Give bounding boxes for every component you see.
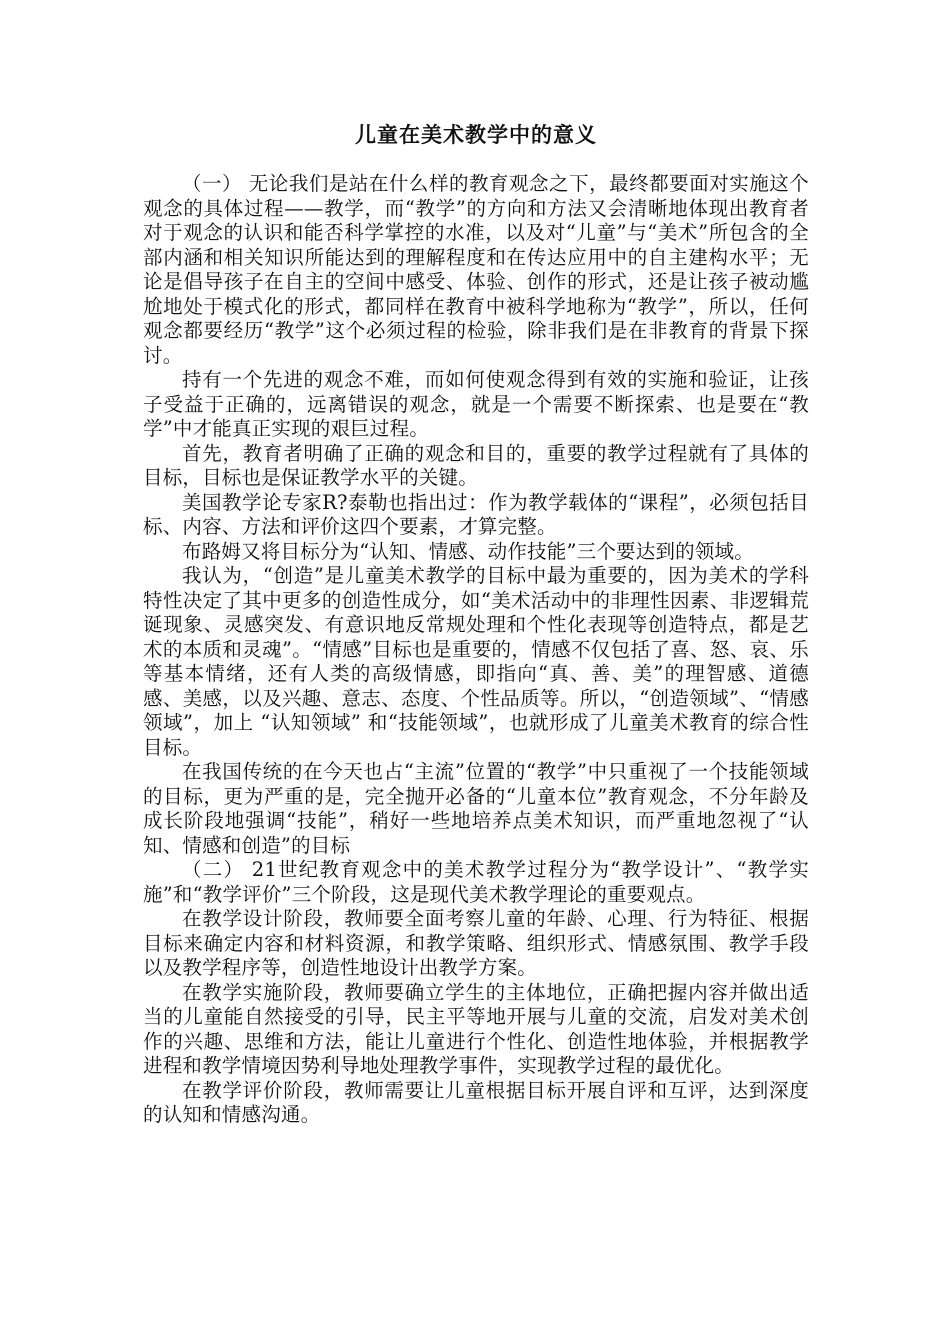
paragraph-2: 持有一个先进的观念不难，而如何使观念得到有效的实施和验证，让孩子受益于正确的，远离错误的观念，就是一个需要不断探索、也是要在“教学”中才能真正实现的艰巨过程。 bbox=[143, 368, 809, 440]
paragraph-9: 在教学设计阶段，教师要全面考察儿童的年龄、心理、行为特征、根据目标来确定内容和材料资源，和教学策略、组织形式、情感氛围、教学手段以及教学程序等，创造性地设计出教学方案。 bbox=[143, 907, 809, 979]
paragraph-5: 布路姆又将目标分为“认知、情感、动作技能”三个要达到的领域。 bbox=[182, 539, 754, 563]
paragraph-8: （二） 21世纪教育观念中的美术教学过程分为“教学设计”、“教学实施”和“教学评价”三个阶段，这是现代美术教学理论的重要观点。 bbox=[143, 858, 809, 906]
paragraph-3: 首先，教育者明确了正确的观念和目的，重要的教学过程就有了具体的目标，目标也是保证教学水平的关键。 bbox=[143, 441, 809, 489]
paragraph-10: 在教学实施阶段，教师要确立学生的主体地位，正确把握内容并做出适当的儿童能自然接受的引导，民主平等地开展与儿童的交流，启发对美术创作的兴趣、思维和方法，能让儿童进行个性化、创造性地体验，并根据教学进程和教学情境因势利导地处理教学事件，实现教学过程的最优化。 bbox=[143, 980, 809, 1077]
paragraph-4: 美国教学论专家R?泰勒也指出过：作为教学载体的“课程”，必须包括目标、内容、方法和评价这四个要素，才算完整。 bbox=[143, 490, 809, 538]
document-page bbox=[143, 120, 809, 1128]
paragraph-6: 我认为，“创造”是儿童美术教学的目标中最为重要的，因为美术的学科特性决定了其中更多的创造性成分，如“美术活动中的非理性因素、非逻辑荒诞现象、灵感突发、有意识地反常规处理和个性化表现等创造特点，都是艺术的本质和灵魂”。“情感”目标也是重要的，情感不仅包括了喜、怒、哀、乐等基本情绪，还有人类的高级情感，即指向“真、善、美”的理智感、道德感、美感，以及兴趣、意志、态度、个性品质等。所以，“创造领域”、“情感领域”，加上 “认知领域” 和“技能领域”，也就形成了儿童美术教育的综合性目标。 bbox=[143, 564, 809, 759]
document-title: 儿童在美术教学中的意义 bbox=[355, 123, 597, 147]
paragraph-11: 在教学评价阶段，教师需要让儿童根据目标开展自评和互评，达到深度的认知和情感沟通。 bbox=[143, 1078, 809, 1126]
paragraph-1: （一） 无论我们是站在什么样的教育观念之下，最终都要面对实施这个观念的具体过程——教学，而“教学”的方向和方法又会清晰地体现出教育者对于观念的认识和能否科学掌控的水准，以及对“儿童”与“美术”所包含的全部内涵和相关知识所能达到的理解程度和在传达应用中的自主建构水平；无论是倡导孩子在自主的空间中感受、体验、创作的形式，还是让孩子被动尴尬地处于模式化的形式，都同样在教育中被科学地称为“教学”，所以，任何观念都要经历“教学”这个必须过程的检验，除非我们是在非教育的背景下探讨。 bbox=[143, 172, 809, 367]
paragraph-7: 在我国传统的在今天也占“主流”位置的“教学”中只重视了一个技能领域的目标，更为严重的是，完全抛开必备的“儿童本位”教育观念，不分年龄及成长阶段地强调“技能”，稍好一些地培养点美术知识，而严重地忽视了“认知、情感和创造”的目标 bbox=[143, 760, 809, 857]
